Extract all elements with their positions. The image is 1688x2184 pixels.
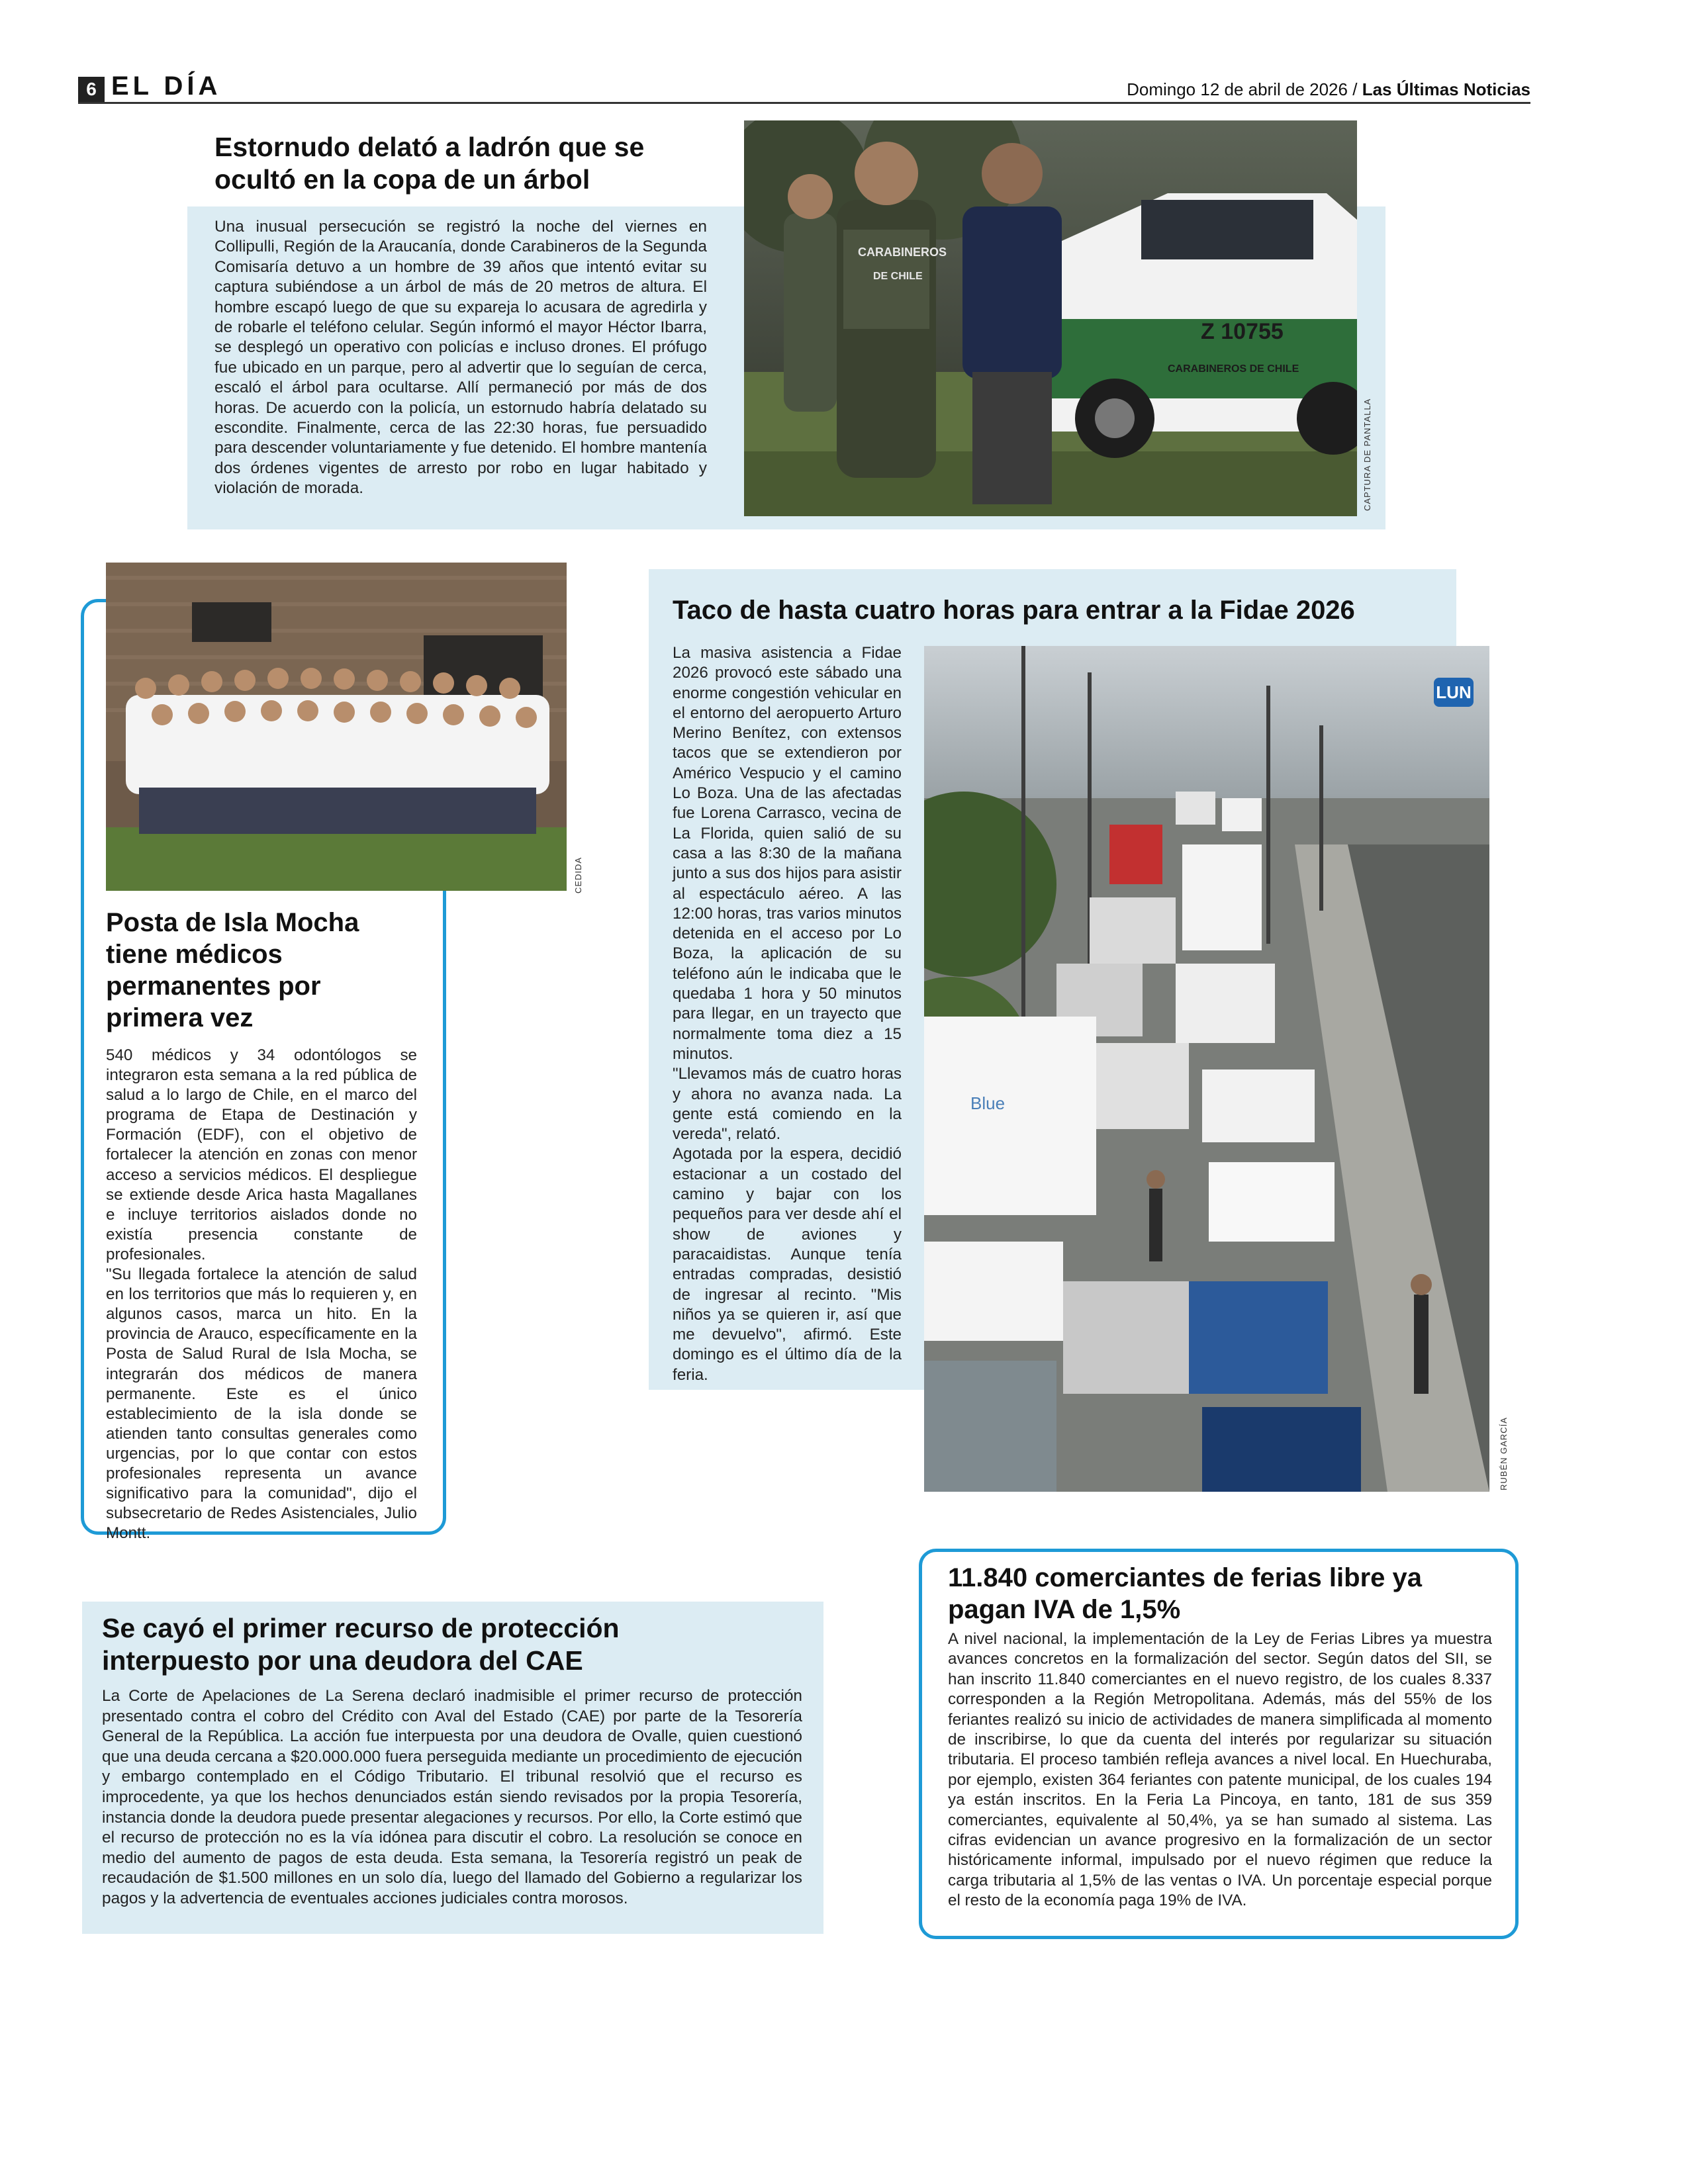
header-rule <box>78 102 1530 104</box>
story4-body: La Corte de Apelaciones de La Serena declaró inadmisible el primer recurso de protección presentado contra el cobro del Crédito con Aval del Estado (CAE) por parte de la Tesorería General de la República. La acción fue interpuesta por una deudora de Ovalle, quien cuestionó que una deuda cercana a $20.000.000 fuera perseguida mediante un procedimiento de ejecución y embargo contemplado en el Código Tributario. El tribunal resolvió que el recurso es improcedente, ya que los hechos denunciados están siendo revisados por la propia Tesorería, instancia donde la deudora puede presentar alegaciones y recursos. Por ello, la Corte estimó que el recurso de protección no es la vía idónea para discutir el cobro. La resolución se conoce en medio del aumento de pagos de esta deuda. Esta semana, la Tesorería registró un peak de recaudación de $1.500 millones en un solo día, luego del llamado del Gobierno a regularizar los pagos y la advertencia de eventuales acciones judiciales contra morosos. <box>102 1687 802 1907</box>
story4-headline: Se cayó el primer recurso de protección interpuesto por una deudora del CAE <box>102 1613 620 1676</box>
truck-brand-text: Blue <box>970 1093 1006 1113</box>
story5-headline: 11.840 comerciantes de ferias libre ya pagan IVA de 1,5% <box>948 1563 1422 1624</box>
doctors-group-photo <box>106 563 567 891</box>
story3-photo <box>924 646 1489 1492</box>
section-title: EL DÍA <box>111 71 222 101</box>
story3-headline: Taco de hasta cuatro horas para entrar a la Fidae 2026 <box>673 596 1355 625</box>
story1-headline: Estornudo delató a ladrón que se ocultó en la copa de un árbol <box>214 132 645 195</box>
story5-body: A nivel nacional, la implementación de la Ley de Ferias Libres ya muestra avances concretos en la formalización del sector. Según datos del SII, se han inscrito 11.840 comerciantes en el nuevo registro, de los cuales 8.337 corresponden a la Región Metropolitana. Además, más del 55% de los feriantes realizó su inicio de actividades de manera simplificada al momento de inscribirse, lo que da cuenta del interés por regularizar su situación tributaria. El proceso también refleja avances a nivel local. En Huechuraba, por ejemplo, existen 364 feriantes con patente municipal, de los cuales 194 ya están inscritos. En la Feria La Pincoya, en tanto, 181 de sus 359 comerciantes, equivalente al 50,4%, ya se han sumado al sistema. Las cifras evidencian un avance progresivo en la formalización de un sector históricamente informal, impulsado por el nuevo régimen que reduce la carga tributaria al 1,5% de las ventas o IVA. Un porcentaje especial porque el resto de la economía paga 19% de IVA. <box>948 1630 1492 1910</box>
issue-date: Domingo 12 de abril de 2026 <box>1127 79 1348 99</box>
story2-headline: Posta de Isla Mocha tiene médicos permanentes por primera vez <box>106 908 359 1032</box>
story1-photo <box>744 120 1357 516</box>
car-side-text: CARABINEROS DE CHILE <box>1168 363 1299 375</box>
traffic-jam-photo <box>924 646 1489 1492</box>
publication-name: Las Últimas Noticias <box>1362 79 1530 99</box>
story2-photo-credit: CEDIDA <box>573 856 583 893</box>
vest-text-2: DE CHILE <box>873 271 923 282</box>
story2-photo <box>106 563 567 891</box>
story1-body: Una inusual persecución se registró la noche del viernes en Collipulli, Región de la Araucanía, donde Carabineros de la Segunda Comisaría detuvo a un hombre de 39 años que intentó evitar su captura subiéndose a un árbol de más de 20 metros de altura. El hombre escapó luego de que su expareja lo acusara de agredirla y de robarle el teléfono celular. Según informó el mayor Héctor Ibarra, se desplegó un operativo con policías e incluso drones. El prófugo fue ubicado en un parque, pero al advertir que lo seguían de cerca, escaló el árbol para ocultarse. Allí permaneció por más de dos horas. De acuerdo con la policía, un estornudo habría delatado su escondite. Finalmente, cerca de las 22:30 horas, fue persuadido para descender voluntariamente y fue detenido. El hombre mantenía dos órdenes vigentes de arresto por robo en lugar habitado y violación de morada. <box>214 218 707 498</box>
page-number: 6 <box>78 77 105 102</box>
car-plate-text: Z 10755 <box>1201 319 1284 344</box>
story3-photo-credit: RUBÉN GARCÍA <box>1499 1417 1509 1490</box>
story2-body: 540 médicos y 34 odontólogos se integraron esta semana a la red pública de salud a lo largo de Chile, en el marco del programa de Etapa de Destinación y Formación (EDF), con el objetivo de fortalecer la atención en zonas con menor acceso a servicios médicos. El despliegue se extiende desde Arica hasta Magallanes e incluye territorios aislados donde no existía presencia constante de profesionales. "Su llegada fortalece la atención de salud en los territorios que más lo requieren y, en algunos casos, marca un hito. En la provincia de Arauco, específicamente en la Posta de Salud Rural de Isla Mocha, se integrarán dos médicos de manera permanente. Este es el único establecimiento de la isla donde se atienden tanto consultas generales como urgencias, por lo que contar con estos profesionales representa un avance significativo para la comunidad", dijo el subsecretario de Redes Asistenciales, Julio Montt. <box>106 1046 417 1543</box>
story1-photo-credit: CAPTURA DE PANTALLA <box>1362 398 1372 511</box>
header-date-line <box>1127 79 1530 100</box>
lun-badge: LUN <box>1434 678 1474 707</box>
vest-text-1: CARABINEROS <box>858 246 947 259</box>
header-separator: / <box>1352 79 1358 99</box>
story3-body: La masiva asistencia a Fidae 2026 provocó este sábado una enorme congestión vehicular en el entorno del aeropuerto Arturo Merino Benítez, con extensos tacos que se extendieron por Américo Vespucio y el camino Lo Boza. Una de las afectadas fue Lorena Carrasco, vecina de La Florida, quien salió de su casa a las 8:30 de la mañana junto a sus dos hijos para asistir al espectáculo aéreo. A las 12:00 horas, tras varios minutos detenida en el acceso por Lo Boza, la aplicación de su teléfono aún le indicaba que le quedaba 1 hora y 50 minutos para llegar, en un trayecto que normalmente toma diez a 15 minutos. "Llevamos más de cuatro horas y ahora no avanza nada. La gente está comiendo en la vereda", relató. Agotada por la espera, decidió estacionar a un costado del camino y bajar con los pequeños para ver desde ahí el show de aviones y paracaidistas. Aunque tenía entradas compradas, desistió de ingresar al recinto. "Mis niños ya se quieren ir, así que me devuelvo", afirmó. Este domingo es el último día de la feria. <box>673 644 902 1384</box>
police-arrest-photo <box>744 120 1357 516</box>
